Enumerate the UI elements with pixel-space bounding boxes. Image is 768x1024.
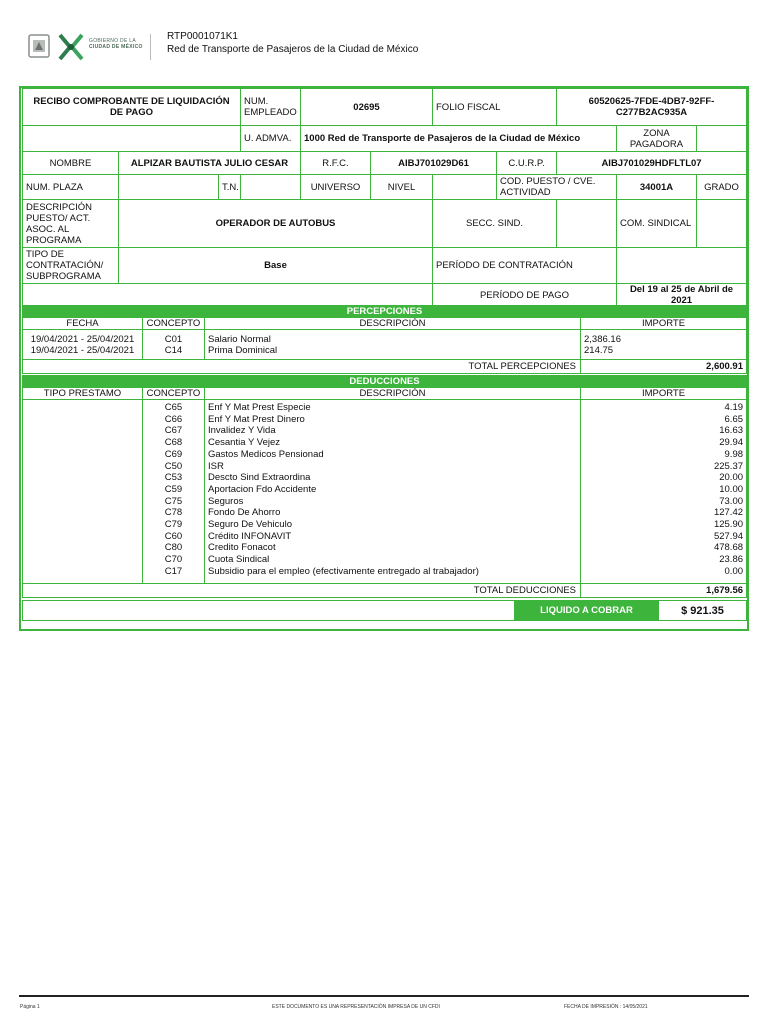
list-item: Invalidez Y Vida (208, 425, 276, 437)
list-item: 478.68 (713, 542, 744, 554)
list-item: 9.98 (724, 448, 744, 460)
deducciones-tipo-prestamo (23, 400, 143, 584)
list-item: 29.94 (719, 437, 744, 449)
list-item: 127.42 (713, 507, 744, 519)
cod-puesto-label: COD. PUESTO / CVE. ACTIVIDAD (497, 175, 617, 200)
list-item: Fondo De Ahorro (208, 507, 281, 519)
list-item: C66 (164, 413, 183, 425)
list-item: Descto Sind Extraordina (208, 472, 311, 484)
header-organization: Red de Transporte de Pasajeros de la Ciudad de México (167, 44, 419, 55)
list-item: C68 (164, 437, 183, 449)
footer-note: ESTE DOCUMENTO ES UNA REPRESENTACIÓN IMPRESA DE UN CFDI (272, 1004, 440, 1010)
com-sindical-label: COM. SINDICAL (617, 200, 697, 248)
u-admva-label: U. ADMVA. (241, 126, 301, 152)
nivel-label: NIVEL (371, 175, 433, 200)
percepciones-table (22, 305, 747, 374)
list-item: C65 (164, 402, 183, 413)
list-item: C60 (164, 530, 183, 542)
periodo-pago-value: Del 19 al 25 de Abril de 2021 (617, 284, 747, 307)
rfc-value: AIBJ701029D61 (371, 152, 497, 175)
list-item: 20.00 (719, 472, 744, 484)
empty-cell (23, 126, 241, 152)
list-item: 4.19 (724, 402, 744, 413)
coat-of-arms-icon (28, 34, 50, 60)
list-item: 527.94 (713, 530, 744, 542)
liquido-value: $ 921.35 (659, 601, 747, 621)
tn-value (241, 175, 301, 200)
col-descripcion: DESCRIPCIÓN (205, 388, 581, 400)
total-percepciones-label: TOTAL PERCEPCIONES (23, 360, 581, 374)
list-item: 225.37 (713, 460, 744, 472)
col-importe: IMPORTE (581, 388, 747, 400)
list-item: Aportacion Fdo Accidente (208, 483, 317, 495)
periodo-pago-label: PERÍODO DE PAGO (433, 284, 617, 307)
list-item: Subsidio para el empleo (efectivamente entregado al trabajador) (208, 565, 479, 577)
list-item: Enf Y Mat Prest Dinero (208, 413, 305, 425)
list-item: 73.00 (719, 495, 744, 507)
deducciones-importes (581, 400, 747, 584)
receipt-title: RECIBO COMPROBANTE DE LIQUIDACIÓN DE PAGO (23, 89, 241, 126)
zona-pagadora-label: ZONA PAGADORA (617, 126, 697, 152)
list-item: 125.90 (713, 519, 744, 531)
list-item: C78 (164, 507, 183, 519)
logo-text: GOBIERNO DE LA CIUDAD DE MÉXICO (89, 38, 143, 50)
list-item: C70 (164, 554, 183, 566)
secc-sind-value (557, 200, 617, 248)
col-concepto: CONCEPTO (143, 388, 205, 400)
list-item: ISR (208, 460, 224, 472)
tn-label: T.N. (219, 175, 241, 200)
list-item: C17 (164, 565, 183, 577)
percepciones-fechas: 19/04/2021 - 25/04/2021 19/04/2021 - 25/04/2021 (23, 330, 143, 360)
zona-pagadora-value (697, 126, 747, 152)
num-plaza-label: NUM. PLAZA (23, 175, 119, 200)
deducciones-table (22, 375, 747, 598)
periodo-contratacion-value (617, 248, 747, 284)
rfc-label: R.F.C. (301, 152, 371, 175)
total-deducciones-value: 1,679.56 (581, 584, 747, 598)
num-plaza-value (119, 175, 219, 200)
header-code: RTP0001071K1 (167, 31, 238, 42)
list-item: Crédito INFONAVIT (208, 530, 292, 542)
list-item: C53 (164, 472, 183, 484)
cdmx-logo-icon (57, 31, 85, 63)
employee-info-table (22, 88, 747, 307)
list-item: Cesantia Y Vejez (208, 437, 281, 449)
list-item: C67 (164, 425, 183, 437)
curp-value: AIBJ701029HDFLTL07 (557, 152, 747, 175)
num-empleado-value: 02695 (301, 89, 433, 126)
tipo-contratacion-label: TIPO DE CONTRATACIÓN/ SUBPROGRAMA (23, 248, 119, 284)
cod-puesto-value: 34001A (617, 175, 697, 200)
folio-fiscal-label: FOLIO FISCAL (433, 89, 557, 126)
deducciones-band: DEDUCCIONES (23, 376, 747, 388)
list-item: Seguros (208, 495, 244, 507)
liquido-label: LIQUIDO A COBRAR (515, 601, 659, 621)
universo-label: UNIVERSO (301, 175, 371, 200)
com-sindical-value (697, 200, 747, 248)
list-item: C50 (164, 460, 183, 472)
list-item: C59 (164, 483, 183, 495)
nombre-label: NOMBRE (23, 152, 119, 175)
descripcion-value: OPERADOR DE AUTOBUS (119, 200, 433, 248)
secc-sind-label: SECC. SIND. (433, 200, 557, 248)
folio-fiscal-value: 60520625-7FDE-4DB7-92FF-C277B2AC935A (557, 89, 747, 126)
liquido-table (22, 600, 747, 621)
footer-page: Página 1 (20, 1004, 40, 1010)
col-tipo-prestamo: TIPO PRESTAMO (23, 388, 143, 400)
list-item: Seguro De Vehiculo (208, 519, 292, 531)
list-item: C69 (164, 448, 183, 460)
list-item: C79 (164, 519, 183, 531)
tipo-contratacion-value: Base (119, 248, 433, 284)
descripcion-label: DESCRIPCIÓN PUESTO/ ACT. ASOC. AL PROGRAMA (23, 200, 119, 248)
percepciones-descripciones: Salario Normal Prima Dominical (205, 330, 581, 360)
col-importe: IMPORTE (581, 318, 747, 330)
list-item: Gastos Medicos Pensionad (208, 448, 324, 460)
grado-label: GRADO (697, 175, 747, 200)
percepciones-band: PERCEPCIONES (23, 306, 747, 318)
list-item: C75 (164, 495, 183, 507)
list-item: Enf Y Mat Prest Especie (208, 402, 311, 413)
col-concepto: CONCEPTO (143, 318, 205, 330)
logo-divider (150, 34, 151, 60)
footer-divider (19, 995, 749, 997)
curp-label: C.U.R.P. (497, 152, 557, 175)
empty-cell (23, 284, 433, 307)
list-item: 0.00 (724, 565, 744, 577)
deducciones-conceptos (143, 400, 205, 584)
percepciones-conceptos: C01 C14 (143, 330, 205, 360)
list-item: C80 (164, 542, 183, 554)
empty-cell (23, 601, 515, 621)
list-item: 23.86 (719, 554, 744, 566)
nivel-value (433, 175, 497, 200)
list-item: Credito Fonacot (208, 542, 276, 554)
u-admva-value: 1000 Red de Transporte de Pasajeros de la Ciudad de México (301, 126, 617, 152)
col-descripcion: DESCRIPCIÓN (205, 318, 581, 330)
nombre-value: ALPIZAR BAUTISTA JULIO CESAR (119, 152, 301, 175)
list-item: 6.65 (724, 413, 744, 425)
total-percepciones-value: 2,600.91 (581, 360, 747, 374)
deducciones-descripciones (205, 400, 581, 584)
list-item: 10.00 (719, 483, 744, 495)
percepciones-importes: 2,386.16 214.75 (581, 330, 747, 360)
list-item: 16.63 (719, 425, 744, 437)
col-fecha: FECHA (23, 318, 143, 330)
total-deducciones-label: TOTAL DEDUCCIONES (23, 584, 581, 598)
footer-print-date: FECHA DE IMPRESIÓN : 14/05/2021 (564, 1004, 648, 1010)
num-empleado-label: NUM. EMPLEADO (241, 89, 301, 126)
document-header (0, 0, 768, 80)
periodo-contratacion-label: PERÍODO DE CONTRATACIÓN (433, 248, 617, 284)
list-item: Cuota Sindical (208, 554, 270, 566)
